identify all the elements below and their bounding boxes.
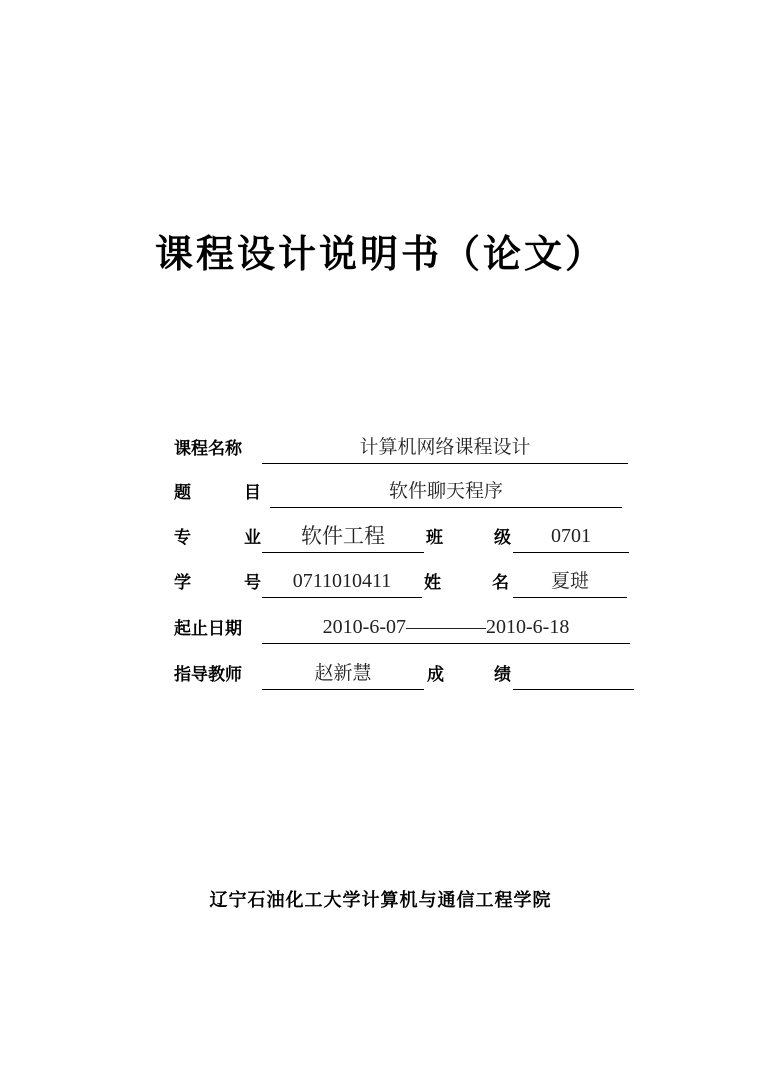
period-value: 2010-6-07————2010-6-18 [322,616,570,638]
topic-field [270,478,622,508]
class-value: 0701 [551,525,591,547]
student-id-field [262,568,422,598]
topic-label [174,478,262,508]
class-field [513,523,629,553]
major-value: 软件工程 [301,524,385,548]
student-id-label-char-1: 学 [174,573,191,593]
course-name-label: 课程名称 [174,439,242,459]
class-label-char-1: 班 [426,528,443,548]
document-title: 课程设计说明书（论文） [154,231,606,276]
grade-label-char-2: 绩 [494,665,511,685]
advisor-label: 指导教师 [174,665,242,685]
advisor-field [262,660,424,690]
period-field [262,614,630,644]
major-label-char-1: 专 [174,528,191,548]
student-id-label-char-2: 号 [244,573,261,593]
institution-name: 辽宁石油化工大学计算机与通信工程学院 [209,890,552,911]
student-id-label [174,568,262,598]
student-id-value: 0711010411 [292,570,392,592]
major-label-char-2: 业 [244,528,261,548]
topic-label-char-2: 目 [244,483,261,503]
grade-label-char-1: 成 [427,665,444,685]
course-name-field [262,434,628,464]
grade-label [427,660,515,690]
course-name-value: 计算机网络课程设计 [359,436,531,458]
advisor-value: 赵新慧 [314,662,372,684]
grade-field [513,660,634,690]
name-value: 夏琎 [550,570,589,592]
name-label-char-1: 姓 [424,573,441,593]
topic-label-char-1: 题 [174,483,191,503]
name-label [424,568,514,598]
period-label: 起止日期 [174,619,242,639]
class-label [426,523,514,553]
name-field [513,568,627,598]
major-label [174,523,262,553]
major-field [262,523,424,553]
topic-value: 软件聊天程序 [388,480,503,502]
name-label-char-2: 名 [492,573,509,593]
class-label-char-2: 级 [494,528,511,548]
